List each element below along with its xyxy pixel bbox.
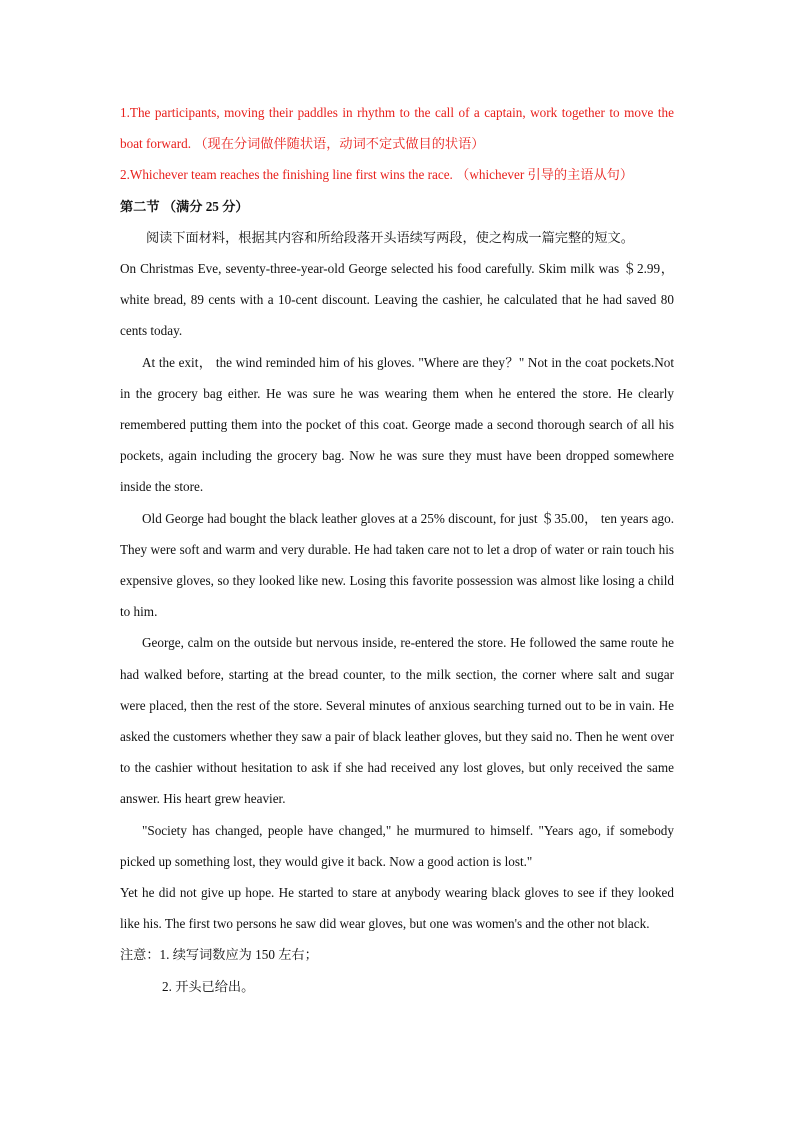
example-sentence-1: 1.The participants, moving their paddles in rhythm to the call of a captain, work together to move the boat forward. （现在分词做伴随状语，动词不定式做目的状语） [120, 105, 674, 152]
story-paragraph: On Christmas Eve, seventy-three-year-old George selected his food carefully. Skim milk was ＄2.99，white bread, 89 cents with a 10-cent discount. Leaving the cashier, he calculated that he had saved 80 cents today. [120, 261, 674, 339]
story-paragraph: George, calm on the outside but nervous inside, re-entered the store. He followed the same route he had walked before, starting at the bread counter, to the milk section, the corner where salt and sugar were placed, then the rest of the store. Several minutes of anxious searching turned out to be in vain. He asked the customers whether they saw a pair of black leather gloves, but they said no. Then he went over to the cashier without hesitation to ask if she had received any lost gloves, but only received the same answer. His heart grew heavier. [120, 635, 674, 807]
section-instruction: 阅读下面材料，根据其内容和所给段落开头语续写两段，使之构成一篇完整的短文。 [146, 229, 634, 245]
document-content [120, 97, 674, 1002]
story-paragraph: Yet he did not give up hope. He started to stare at anybody wearing black gloves to see if they looked like his. The first two persons he saw did wear gloves, but one was women's and the other not black. [120, 885, 674, 932]
story-paragraph: Old George had bought the black leather gloves at a 25% discount, for just ＄35.00， ten years ago. They were soft and warm and very durable. He had taken care not to let a drop of water or rain touch his expensive gloves, so they looked like new. Losing this favorite possession was almost like losing a child to him. [120, 510, 674, 620]
story-paragraph: At the exit， the wind reminded him of his gloves. "Where are they？" Not in the coat pockets.Not in the grocery bag either. He was sure he was wearing them when he entered the store. He clearly remembered putting them into the pocket of this coat. George made a second thorough search of all his pockets, again including the grocery bag. Now he was sure they must have been dropped somewhere inside the store. [120, 354, 674, 495]
section-title: 第二节 （满分 25 分） [120, 198, 249, 214]
example-sentence-2: 2.Whichever team reaches the finishing line first wins the race. （whichever 引导的主语从句） [120, 167, 634, 183]
note-line-1: 注意：1. 续写词数应为 150 左右； [120, 947, 318, 963]
story-paragraph: "Society has changed, people have changed," he murmured to himself. "Years ago, if somebody picked up something lost, they would give it back. Now a good action is lost." [120, 822, 674, 869]
note-line-2: 2. 开头已给出。 [162, 978, 255, 994]
